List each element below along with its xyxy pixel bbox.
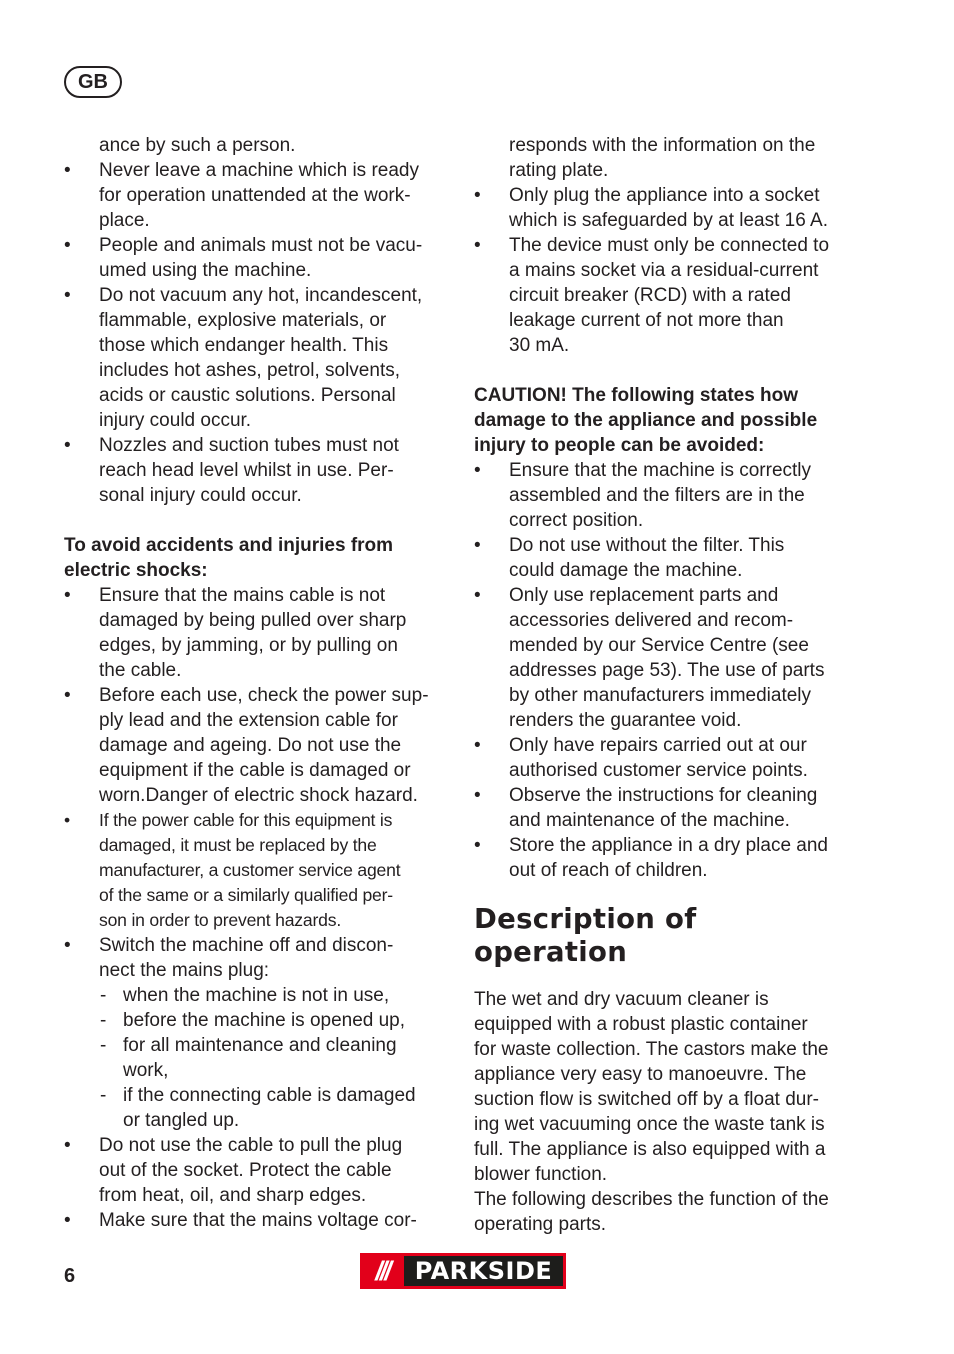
text-line: of the same or a similarly qualified per- [99, 885, 393, 905]
text-line: Only plug the appliance into a socket [509, 185, 820, 206]
text-line: a mains socket via a residual-current [509, 260, 819, 281]
text-line: for waste collection. The castors make the [474, 1039, 829, 1060]
list-item [474, 533, 864, 583]
text-line: Store the appliance in a dry place and [509, 835, 828, 856]
text-line: Switch the machine off and discon- [99, 935, 394, 956]
text-line: if the connecting cable is damaged [123, 1085, 416, 1106]
text-line: out of reach of children. [509, 860, 708, 881]
text-line: To avoid accidents and injuries from [64, 535, 394, 556]
text-line: damaged, it must be replaced by the [99, 835, 377, 855]
text-line: Ensure that the machine is correctly [509, 460, 812, 481]
section-heading [474, 903, 864, 969]
bullet-icon: • [474, 535, 481, 556]
text-line: work, [123, 1060, 169, 1081]
list-item [474, 833, 864, 883]
list-item [64, 158, 456, 233]
list-item [474, 233, 864, 358]
text-line: leakage current of not more than [509, 310, 784, 331]
language-badge: GB [64, 66, 122, 98]
text-line: operation [474, 936, 628, 968]
text-line: or tangled up. [123, 1110, 240, 1131]
text-line: responds with the information on the [509, 135, 816, 156]
text-line: The wet and dry vacuum cleaner is [474, 989, 769, 1010]
text-line: blower function. [474, 1164, 608, 1185]
bullet-icon: • [474, 835, 481, 856]
text-line: CAUTION! The following states how [474, 385, 799, 406]
text-line: Make sure that the mains voltage cor- [99, 1210, 417, 1231]
text-line: includes hot ashes, petrol, solvents, [99, 360, 401, 381]
text-line: ing wet vacuuming once the waste tank is [474, 1114, 825, 1135]
text-line: The device must only be connected to [509, 235, 830, 256]
text-line: correct position. [509, 510, 644, 531]
text-line: worn.Danger of electric shock hazard. [99, 785, 418, 806]
text-line: reach head level whilst in use. Per- [99, 460, 394, 481]
list-item [474, 733, 864, 783]
text-line: edges, by jamming, or by pulling on [99, 635, 398, 656]
text-line: electric shocks: [64, 560, 208, 581]
description-paragraph [474, 987, 864, 1237]
text-line: Description of [474, 903, 697, 935]
bullet-icon: • [64, 810, 70, 830]
text-line: from heat, oil, and sharp edges. [99, 1185, 367, 1206]
text-line: Observe the instructions for cleaning [509, 785, 818, 806]
dash-icon: - [100, 1085, 107, 1106]
text-line: Nozzles and suction tubes must not [99, 435, 399, 456]
text-line: for operation unattended at the work- [99, 185, 411, 206]
electric-shock-heading [64, 533, 456, 583]
bullet-icon: • [64, 235, 71, 256]
sub-list [64, 983, 456, 1133]
text-line: accessories delivered and recom- [509, 610, 794, 631]
parkside-logo [360, 1253, 566, 1289]
text-line: full. The appliance is also equipped with a [474, 1139, 826, 1160]
text-line: acids or caustic solutions. Personal [99, 385, 396, 406]
text-line: authorised customer service points. [509, 760, 808, 781]
text-line: injury could occur. [99, 410, 252, 431]
text-line: Do not use without the filter. This [509, 535, 785, 556]
continuation-text: ance by such a person. [99, 135, 296, 156]
bullet-icon: • [64, 685, 71, 706]
bullet-icon: • [474, 235, 481, 256]
safety-list-general [64, 158, 456, 508]
text-line: damaged by being pulled over sharp [99, 610, 407, 631]
text-line: equipped with a robust plastic container [474, 1014, 808, 1035]
text-line: 30 mA. [509, 335, 570, 356]
continuation-text [474, 133, 864, 183]
text-line: sonal injury could occur. [99, 485, 302, 506]
safety-list-caution [474, 458, 864, 883]
text-line: suction flow is switched off by a float dur- [474, 1089, 819, 1110]
text-line: those which endanger health. This [99, 335, 389, 356]
text-line: renders the guarantee void. [509, 710, 742, 731]
text-line: damage and ageing. Do not use the [99, 735, 402, 756]
list-item [64, 433, 456, 508]
text-line: circuit breaker (RCD) with a rated [509, 285, 791, 306]
bullet-icon: • [64, 1210, 71, 1231]
bullet-icon: • [474, 585, 481, 606]
list-item [64, 1083, 456, 1133]
text-line: nect the mains plug: [99, 960, 270, 981]
text-line: by other manufacturers immediately [509, 685, 812, 706]
text-line: People and animals must not be vacu- [99, 235, 423, 256]
text-line: If the power cable for this equipment is [99, 810, 393, 830]
text-line: Ensure that the mains cable is not [99, 585, 386, 606]
list-item [474, 783, 864, 833]
safety-list-mains [474, 183, 864, 358]
caution-heading [474, 383, 864, 458]
text-line: Only use replacement parts and [509, 585, 779, 606]
list-item [64, 583, 456, 683]
list-item [64, 1033, 456, 1083]
bullet-icon: • [474, 460, 481, 481]
text-line: the cable. [99, 660, 182, 681]
text-line: damage to the appliance and possible [474, 410, 818, 431]
list-item [64, 283, 456, 433]
text-line: Do not use the cable to pull the plug [99, 1135, 403, 1156]
list-item [64, 233, 456, 283]
text-line: mended by our Service Centre (see [509, 635, 809, 656]
text-line: for all maintenance and cleaning [123, 1035, 397, 1056]
list-item [64, 683, 456, 808]
text-line: which is safeguarded by at least 16 A. [509, 210, 828, 231]
list-item [474, 458, 864, 533]
text-line: before the machine is opened up, [123, 1010, 406, 1031]
bullet-icon: • [64, 585, 71, 606]
text-line: out of the socket. Protect the cable [99, 1160, 392, 1181]
text-line: rating plate. [509, 160, 609, 181]
bullet-icon: • [64, 935, 71, 956]
safety-list-electric [64, 583, 456, 808]
text-line: manufacturer, a customer service agent [99, 860, 401, 880]
safety-list-cable [64, 1133, 456, 1233]
bullet-icon: • [64, 435, 71, 456]
list-item [64, 933, 456, 983]
page-number: 6 [64, 1265, 76, 1287]
bullet-icon: • [474, 785, 481, 806]
text-line: Before each use, check the power sup- [99, 685, 429, 706]
list-item [64, 1208, 456, 1233]
text-line: place. [99, 210, 150, 231]
list-item [64, 808, 456, 933]
text-line: Do not vacuum any hot, incandescent, [99, 285, 423, 306]
bullet-icon: • [474, 735, 481, 756]
text-line: Never leave a machine which is ready [99, 160, 419, 181]
list-item [474, 583, 864, 733]
dash-icon: - [100, 1010, 107, 1031]
text-line: Only have repairs carried out at our [509, 735, 807, 756]
dash-icon: - [100, 985, 107, 1006]
text-line: ply lead and the extension cable for [99, 710, 398, 731]
text-line: equipment if the cable is damaged or [99, 760, 411, 781]
text-line: addresses page 53). The use of parts [509, 660, 825, 681]
list-item [64, 983, 456, 1008]
text-line: assembled and the filters are in the [509, 485, 805, 506]
text-line: injury to people can be avoided: [474, 435, 765, 456]
text-line: The following describes the function of the [474, 1189, 829, 1210]
bullet-icon: • [64, 160, 71, 181]
dash-icon: - [100, 1035, 107, 1056]
list-item [474, 183, 864, 233]
text-line: and maintenance of the machine. [509, 810, 790, 831]
bullet-icon: • [64, 285, 71, 306]
text-line: could damage the machine. [509, 560, 743, 581]
logo-wordmark: PARKSIDE [404, 1256, 563, 1286]
logo-slashes-icon: /// [375, 1255, 389, 1286]
text-line: when the machine is not in use, [123, 985, 390, 1006]
bullet-icon: • [64, 1135, 71, 1156]
list-item [64, 1008, 456, 1033]
bullet-icon: • [474, 185, 481, 206]
text-line: appliance very easy to manoeuvre. The [474, 1064, 807, 1085]
text-line: umed using the machine. [99, 260, 312, 281]
text-line: son in order to prevent hazards. [99, 910, 342, 930]
text-line: operating parts. [474, 1214, 607, 1235]
left-column [64, 133, 456, 1233]
list-item [64, 1133, 456, 1208]
text-line: flammable, explosive materials, or [99, 310, 387, 331]
right-column [474, 133, 864, 1237]
